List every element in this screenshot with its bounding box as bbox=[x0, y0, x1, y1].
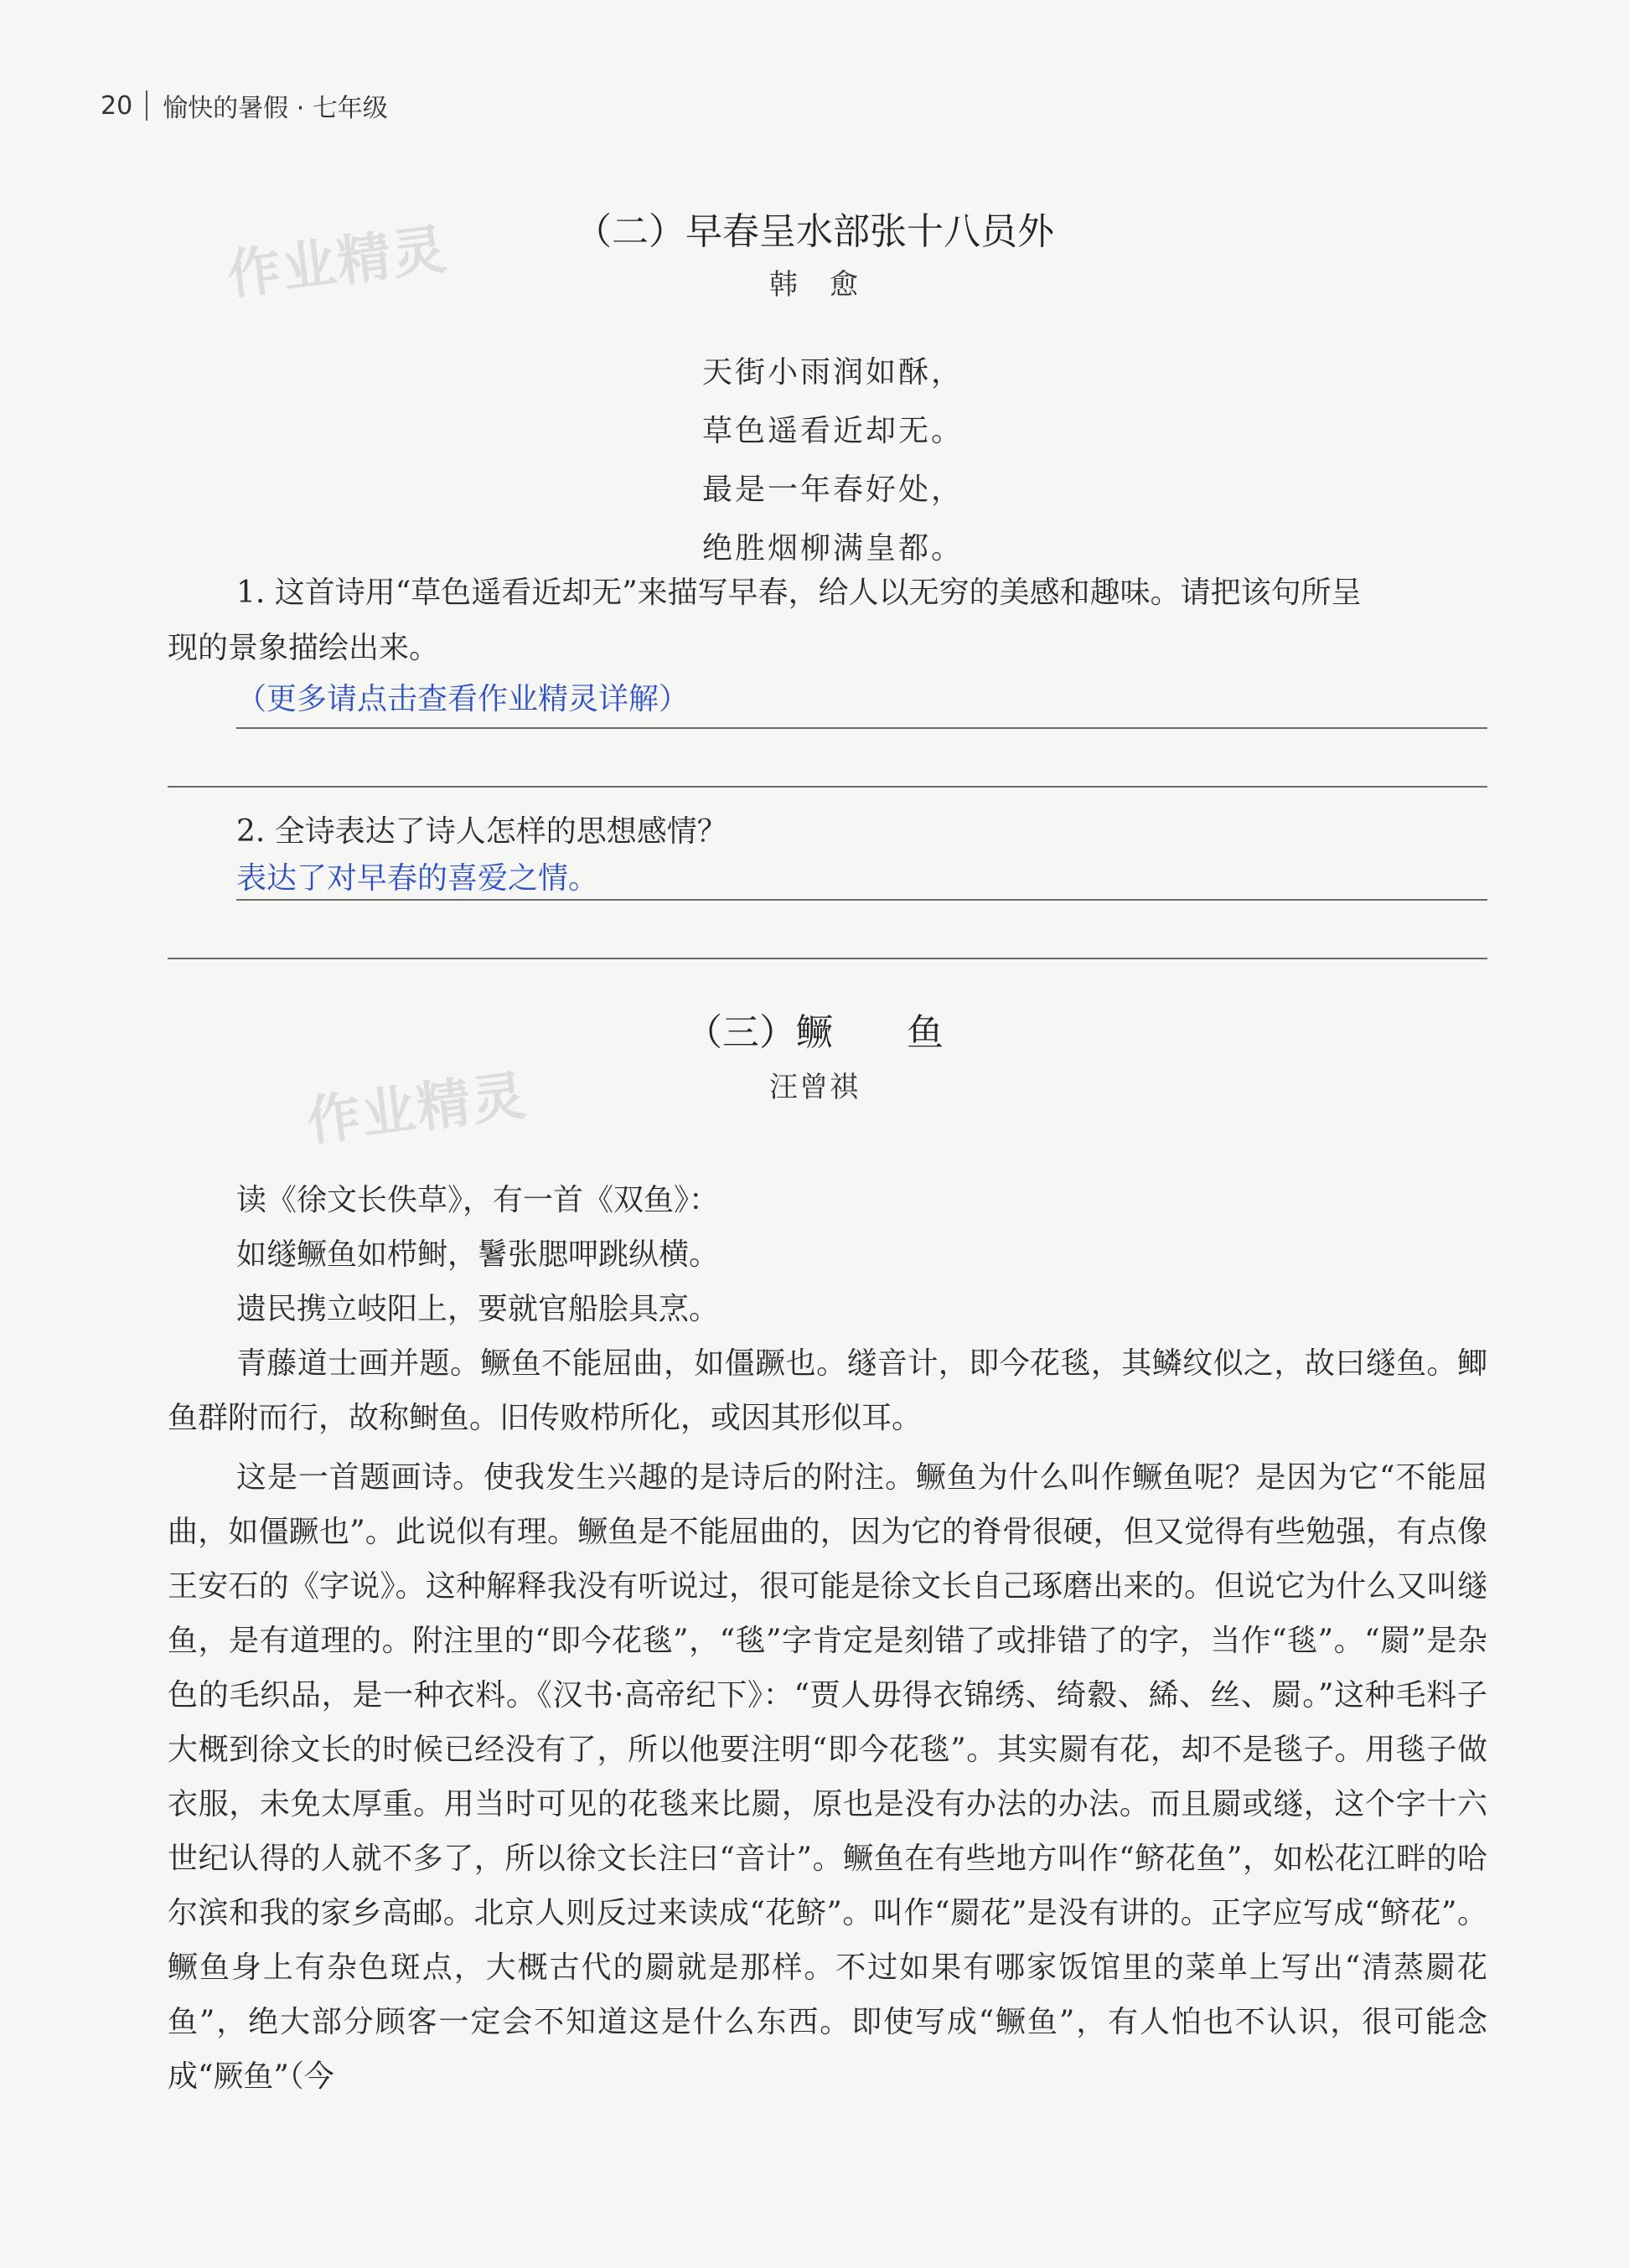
answer-2: 表达了对早春的喜爱之情。 bbox=[236, 861, 599, 896]
poem-line: 绝胜烟柳满皇都。 bbox=[702, 531, 964, 566]
answer-line bbox=[236, 727, 1487, 729]
question-2: 2. 全诗表达了诗人怎样的思想感情？ bbox=[236, 814, 727, 849]
page-header bbox=[101, 87, 388, 124]
article-paragraph: 如䍁鳜鱼如栉鲥，鬐张腮呷跳纵横。 bbox=[236, 1237, 720, 1272]
book-title: 愉快的暑假 · 七年级 bbox=[163, 94, 388, 123]
answer-line bbox=[168, 958, 1487, 959]
page-number: 20 bbox=[101, 90, 133, 121]
poem bbox=[702, 344, 964, 578]
question-1-line2: 现的景象描绘出来。 bbox=[168, 631, 440, 665]
article-paragraph: 读《徐文长佚草》，有一首《双鱼》： bbox=[236, 1183, 720, 1217]
answer-1: （更多请点击查看作业精灵详解） bbox=[236, 682, 690, 716]
article-paragraph: 青藤道士画并题。鳜鱼不能屈曲，如僵蹶也。䍁音计，即今花毯，其鳞纹似之，故曰䍁鱼。鲫鱼群附而行，故称鲥鱼。旧传败栉所化，或因其形似耳。 bbox=[168, 1346, 1487, 1435]
answer-line bbox=[168, 786, 1487, 788]
poem-line: 天街小雨润如酥， bbox=[702, 355, 964, 390]
article-paragraph: 遗民携立岐阳上，要就官船脍具烹。 bbox=[236, 1292, 720, 1326]
question-1-line1: 1. 这首诗用“草色遥看近却无”来描写早春，给人以无穷的美感和趣味。请把该句所呈 bbox=[236, 576, 1362, 610]
answer-line bbox=[236, 899, 1487, 901]
section2-author: 韩 愈 bbox=[769, 268, 860, 302]
section2-title: （二）早春呈水部张十八员外 bbox=[575, 210, 1054, 253]
watermark-logo: 作业精灵 bbox=[303, 1065, 531, 1154]
header-divider bbox=[146, 90, 147, 121]
question-1 bbox=[168, 566, 1492, 676]
article-paragraph: 这是一首题画诗。使我发生兴趣的是诗后的附注。鳜鱼为什么叫作鳜鱼呢？是因为它“不能屈曲，如僵蹶也”。此说似有理。鳜鱼是不能屈曲的，因为它的脊骨很硬，但又觉得有些勉强，有点像王安石的《字说》。这种解释我没有听说过，很可能是徐文长自己琢磨出来的。但说它为什么又叫䍁鱼，是有道理的。附注里的“即今花毯”，“毯”字肯定是刻错了或排错了的字，当作“毯”。“罽”是杂色的毛织品，是一种衣料。《汉书·高帝纪下》：“贾人毋得衣锦绣、绮縠、絺、丝、罽。”这种毛料子大概到徐文长的时候已经没有了，所以他要注明“即今花毯”。其实罽有花，却不是毯子。用毯子做衣服，未免太厚重。用当时可见的花毯来比罽，原也是没有办法的办法。而且罽或䍁，这个字十六世纪认得的人就不多了，所以徐文长注曰“音计”。鳜鱼在有些地方叫作“鲚花鱼”，如松花江畔的哈尔滨和我的家乡高邮。北京人则反过来读成“花鲚”。叫作“罽花”是没有讲的。正字应写成“鲚花”。鳜鱼身上有杂色斑点，大概古代的罽就是那样。不过如果有哪家饭馆里的菜单上写出“清蒸罽花鱼”，绝大部分顾客一定会不知道这是什么东西。即使写成“鳜鱼”，有人怕也不认识，很可能念成“厥鱼”（今 bbox=[168, 1460, 1487, 2094]
poem-line: 草色遥看近却无。 bbox=[702, 414, 964, 448]
section3-author: 汪曾祺 bbox=[769, 1071, 860, 1104]
article-body bbox=[168, 1173, 1487, 2104]
section3-title: （三）鳜 鱼 bbox=[685, 1011, 944, 1054]
watermark-logo: 作业精灵 bbox=[224, 219, 452, 307]
poem-line: 最是一年春好处， bbox=[702, 473, 964, 507]
